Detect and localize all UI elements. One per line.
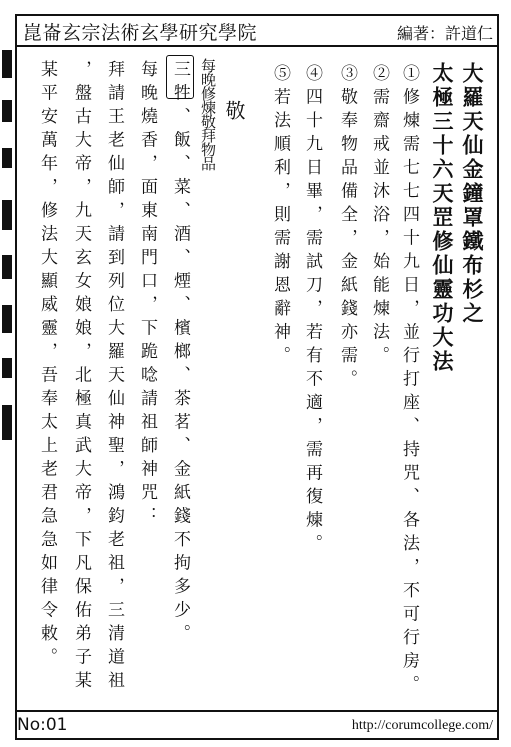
rule-4: ④四十九日畢，需試刀，若有不適，需再復煉。 [302,64,322,558]
author-credit: 編著：許道仁 [396,24,493,43]
offerings-list: 三牲、飯、菜、酒、煙、檳榔、茶茗、金紙錢不拘多少。 [170,60,190,648]
title-line-2: 太極三十六天罡修仙靈功大法 [430,62,455,374]
ritual-line-3: ，盤古大帝，九天玄女娘娘，北極真武大帝，下凡保佑弟子某 [71,60,91,695]
rule-5: ⑤若法順利，則需謝恩辭神。 [270,64,290,370]
ritual-line-2: 拜請王老仙師，請到列位大羅天仙神聖，鴻鈞老祖，三清道祖 [104,60,124,695]
title-line-1: 大羅天仙金鐘罩鐵布杉之 [460,62,485,326]
handwritten-mark: 敬 [222,100,246,120]
rule-2: ②需齋戒並沐浴，始能煉法。 [369,64,389,370]
binding-edge [0,40,14,460]
footer-bar [15,710,499,740]
ritual-line-4: 某平安萬年，修法大顯威靈，吾奉太上老君急急如律令敕。 [37,60,57,671]
header-bar [15,14,499,47]
institute-name: 崑崙玄宗法術玄學研究學院 [23,22,258,44]
ritual-line-1: 每晚燒香，面東南門口，下跪唸請祖師神咒： [137,60,157,530]
offering-note: 每晚修煉敬拜物品 [199,58,217,170]
rule-3: ③敬奉物品備全，金紙錢亦需。 [337,64,357,393]
page-number: No:01 [17,715,68,735]
rule-1: ①修煉需七七四十九日，並行打座、持咒、各法，不可行房。 [399,64,419,699]
website-url: http://corumcollege.com/ [351,718,493,733]
